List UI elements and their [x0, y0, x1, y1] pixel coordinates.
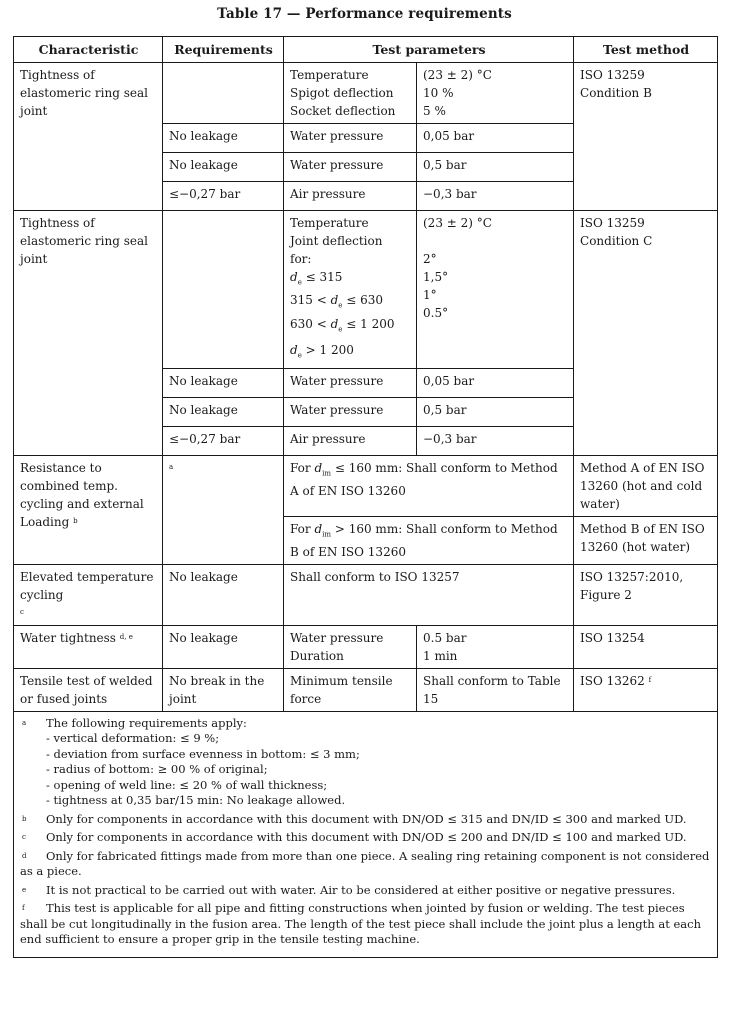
- test-method-cell: ISO 13262 $^f$: [574, 668, 718, 711]
- characteristic-cell: Tightness of elastomeric ring seal joint: [14, 63, 163, 211]
- header-test-method: Test method: [574, 37, 718, 63]
- range-line: $d_e > 1$ 200: [290, 343, 354, 360]
- param-line: for:: [290, 252, 312, 266]
- range-line: $d_e \le 315$: [290, 270, 343, 287]
- footnote-ref[interactable]: b: [73, 516, 78, 525]
- footnote-b: b Only for components in accordance with this document with DN/OD ≤ 315 and DN/ID ≤ 300 and marked UD.: [22, 811, 687, 826]
- footnotes-row: [14, 711, 718, 957]
- parameter-label-cell: [284, 211, 417, 369]
- requirement-cell: No leakage: [163, 564, 284, 625]
- parameter-label-cell: Water pressure: [284, 368, 417, 397]
- footnote-ref[interactable]: a: [169, 462, 174, 471]
- footnote-a: a The following requirements apply: - vertical deformation: ≤ 9 %; - deviation from surface evenness in bottom: ≤ 3 mm; - radius of bottom: ≥ 00 % of original; - opening of weld line: ≤ 20 % of wall thickness; - tightness at 0,35 bar/15 min: No leakage allowed.: [20, 716, 711, 809]
- characteristic-cell: Elevated temperature cycling $^c$: [14, 564, 163, 625]
- footnote-ref[interactable]: c: [20, 607, 24, 616]
- table-row: [14, 211, 718, 369]
- characteristic-cell: Tightness of elastomeric ring seal joint: [14, 211, 163, 456]
- requirement-cell: No break in the joint: [163, 668, 284, 711]
- test-method-cell: ISO 13259 Condition B: [574, 63, 718, 211]
- characteristic-cell: Tensile test of welded or fused joints: [14, 668, 163, 711]
- param-line: Joint deflection: [290, 234, 383, 248]
- requirement-cell: No leakage: [163, 153, 284, 182]
- characteristic-cell: Water tightness $^{d, e}$: [14, 625, 163, 668]
- parameter-value-cell: (23 ± 2) °C 2° 1,5° 1° 0.5°: [417, 211, 574, 369]
- parameter-cell: For $d_{im} \le 160$ mm: Shall conform to Method A of EN ISO 13260: [284, 455, 574, 516]
- parameter-label-cell: Temperature Spigot deflection Socket deflection: [284, 63, 417, 124]
- footnote-e: e It is not practical to be carried out with water. Air to be considered at either positive or negative pressures.: [22, 882, 676, 897]
- test-method-cell: ISO 13254: [574, 625, 718, 668]
- parameter-value-cell: (23 ± 2) °C 10 % 5 %: [417, 63, 574, 124]
- table-row: [14, 63, 718, 124]
- requirement-cell: [163, 63, 284, 124]
- table-title: Table 17 — Performance requirements: [217, 6, 512, 22]
- requirement-cell: ≤−0,27 bar: [163, 426, 284, 455]
- table-row: [14, 564, 718, 625]
- table-row: [14, 455, 718, 516]
- range-line: $315 < d_e \le 630$: [290, 293, 384, 310]
- parameter-label-cell: Minimum tensile force: [284, 668, 417, 711]
- footnote-d: d Only for fabricated fittings made from more than one piece. A sealing ring retaining component is not considered as a piece.: [20, 848, 710, 879]
- footnote-ref[interactable]: d, e: [119, 632, 133, 641]
- footnote-f: f This test is applicable for all pipe and fitting constructions when jointed by fusion or welding. The test pieces shall be cut longitudinally in the fusion area. The length of the test piece shall include the joint plus a length at each end sufficient to ensure a proper grip in the tensile testing machine.: [20, 901, 701, 947]
- parameter-value-cell: 0,5 bar: [417, 397, 574, 426]
- requirement-cell: No leakage: [163, 124, 284, 153]
- header-row: [14, 37, 718, 63]
- parameter-cell: For $d_{im} > 160$ mm: Shall conform to Method B of EN ISO 13260: [284, 516, 574, 564]
- parameter-cell: Shall conform to ISO 13257: [284, 564, 574, 625]
- parameter-value-cell: −0,3 bar: [417, 426, 574, 455]
- parameter-label-cell: Water pressure: [284, 124, 417, 153]
- requirement-cell: [163, 455, 284, 564]
- param-line: Temperature: [290, 216, 369, 230]
- requirement-cell: No leakage: [163, 625, 284, 668]
- footnotes-cell: [14, 711, 718, 957]
- parameter-label-cell: Water pressure: [284, 153, 417, 182]
- range-line: $630 < d_e \le 1$ 200: [290, 316, 395, 334]
- requirement-cell: No leakage: [163, 397, 284, 426]
- table-row: [14, 668, 718, 711]
- parameter-label-cell: Water pressure: [284, 397, 417, 426]
- header-requirements: Requirements: [163, 37, 284, 63]
- footnote-c: c Only for components in accordance with this document with DN/OD ≤ 200 and DN/ID ≤ 100 and marked UD.: [22, 830, 687, 845]
- table-row: [14, 625, 718, 668]
- parameter-value-cell: Shall conform to Table 15: [417, 668, 574, 711]
- test-method-cell: ISO 13259 Condition C: [574, 211, 718, 456]
- parameter-value-cell: 0.5 bar 1 min: [417, 625, 574, 668]
- parameter-value-cell: 0,5 bar: [417, 153, 574, 182]
- footnote-ref[interactable]: f: [648, 675, 652, 684]
- requirement-cell: No leakage: [163, 368, 284, 397]
- parameter-value-cell: 0,05 bar: [417, 124, 574, 153]
- parameter-label-cell: Air pressure: [284, 182, 417, 211]
- header-characteristic: Characteristic: [14, 37, 163, 63]
- test-method-cell: ISO 13257:2010, Figure 2: [574, 564, 718, 625]
- parameter-label-cell: Water pressure Duration: [284, 625, 417, 668]
- characteristic-cell: Resistance to combined temp. cycling and external Loading $^b$: [14, 455, 163, 564]
- performance-requirements-table: [13, 36, 718, 958]
- parameter-value-cell: 0,05 bar: [417, 368, 574, 397]
- header-test-parameters: Test parameters: [284, 37, 574, 63]
- footnote-a-list: - vertical deformation: ≤ 9 %; - deviation from surface evenness in bottom: ≤ 3 mm; - radius of bottom: ≥ 00 % of original; - opening of weld line: ≤ 20 % of wall thickness; - tightness at 0,35 bar/15 min: No leakage allowed.: [46, 731, 360, 808]
- test-method-cell: Method B of EN ISO 13260 (hot water): [574, 516, 718, 564]
- parameter-label-cell: Air pressure: [284, 426, 417, 455]
- test-method-cell: Method A of EN ISO 13260 (hot and cold water): [574, 455, 718, 516]
- parameter-value-cell: −0,3 bar: [417, 182, 574, 211]
- requirement-cell: ≤−0,27 bar: [163, 182, 284, 211]
- requirement-cell: [163, 211, 284, 369]
